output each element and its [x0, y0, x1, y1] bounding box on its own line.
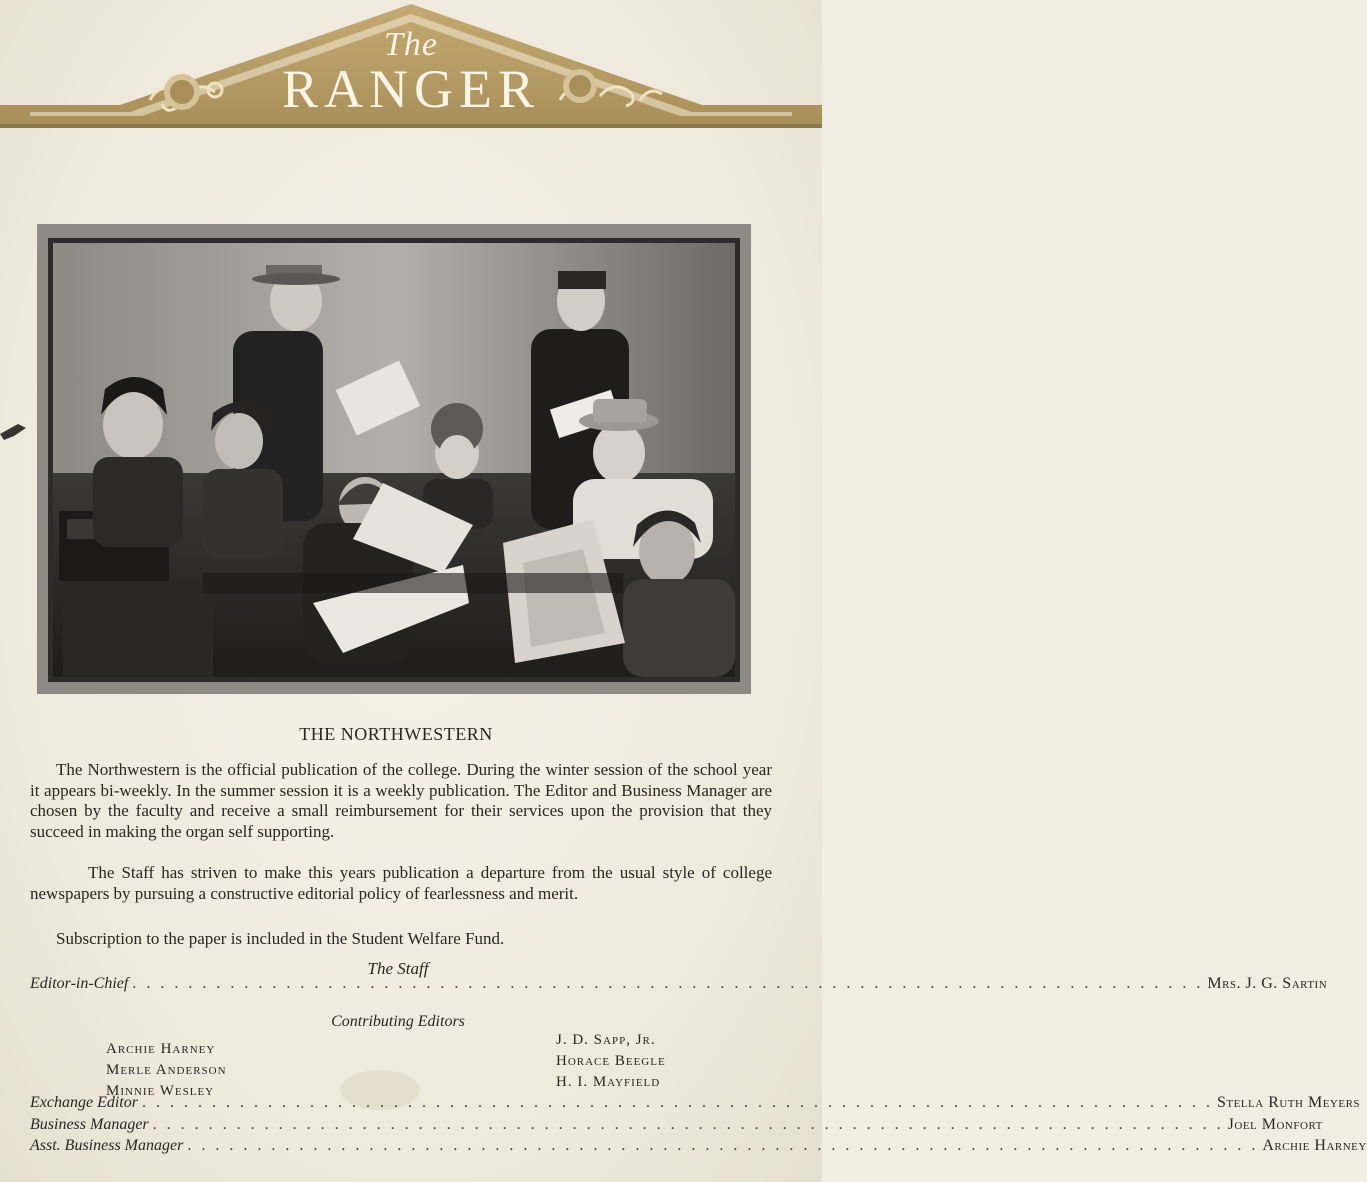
staff-row-business	[30, 1116, 1323, 1138]
dot-leader: . . . . . . . . . . . . . . . . . . . . . . . . . . . . . . . . . . . . . . . . . . . . . . . . . . . . . . . . . . . . . . . . . . . . . . . . . . . . .	[152, 1116, 1224, 1133]
staff-heading: The Staff	[367, 959, 429, 978]
contributor-name: H. I. Mayfield	[556, 1074, 661, 1090]
staff-role: Asst. Business Manager	[30, 1137, 184, 1154]
dot-leader: . . . . . . . . . . . . . . . . . . . . . . . . . . . . . . . . . . . . . . . . . . . . . . . . . . . . . . . . . . . . . . . . . . . . . . . . . . . . .	[187, 1137, 1259, 1154]
dot-leader: . . . . . . . . . . . . . . . . . . . . . . . . . . . . . . . . . . . . . . . . . . . . . . . . . . . . . . . . . . . . . . . . . . . . . . . . . . . . .	[141, 1094, 1213, 1111]
staff-row-asst-business	[30, 1137, 1367, 1159]
page-tear-icon	[0, 420, 28, 442]
staff-name: Archie Harney	[1262, 1137, 1367, 1154]
contributor-name: Horace Beegle	[556, 1053, 666, 1069]
staff-group-photo-icon	[53, 243, 735, 677]
contributors-left	[106, 1039, 366, 1102]
staff-role: Editor-in-Chief	[30, 975, 129, 992]
contributor-name: J. D. Sapp, Jr.	[556, 1032, 656, 1048]
staff-row-exchange	[30, 1094, 1361, 1116]
masthead-title: RANGER	[281, 59, 540, 119]
article-heading: THE NORTHWESTERN	[299, 724, 493, 744]
contributor-name: Minnie Wesley	[106, 1083, 215, 1099]
article-paragraph-1: The Northwestern is the official publication of the college. During the winter session of the school year it appears bi-weekly. In the summer session it is a weekly publication. The Editor and Business Manager are chosen by the faculty and receive a small reimbursement for their services upon the provision that they succeed in making the organ self supporting.	[30, 760, 772, 841]
article-paragraph-2: The Staff has striven to make this years publication a departure from the usual style of college newspapers by pursuing a constructive editorial policy of fearlessness and merit.	[30, 863, 772, 903]
staff-role: Business Manager	[30, 1116, 149, 1133]
masthead-the: The	[384, 26, 438, 63]
masthead-banner	[0, 0, 822, 140]
photo-mat	[48, 238, 740, 682]
dot-leader: . . . . . . . . . . . . . . . . . . . . . . . . . . . . . . . . . . . . . . . . . . . . . . . . . . . . . . . . . . . . . . . . . . . . . . . . . . . . .	[132, 975, 1204, 992]
contributor-name: Merle Anderson	[106, 1062, 227, 1078]
article-paragraph-3: Subscription to the paper is included in the Student Welfare Fund.	[56, 929, 505, 948]
staff-group-photo	[53, 243, 735, 677]
staff-role: Exchange Editor	[30, 1094, 138, 1111]
staff-row-editor	[30, 975, 1328, 997]
staff-name: Joel Monfort	[1227, 1116, 1323, 1133]
staff-name: Mrs. J. G. Sartin	[1207, 975, 1328, 992]
staff-name: Stella Ruth Meyers	[1216, 1094, 1361, 1111]
contributor-name: Archie Harney	[106, 1041, 216, 1057]
contributing-editors-heading: Contributing Editors	[331, 1013, 465, 1030]
photo-frame	[37, 224, 751, 694]
contributors-right	[556, 1030, 786, 1093]
